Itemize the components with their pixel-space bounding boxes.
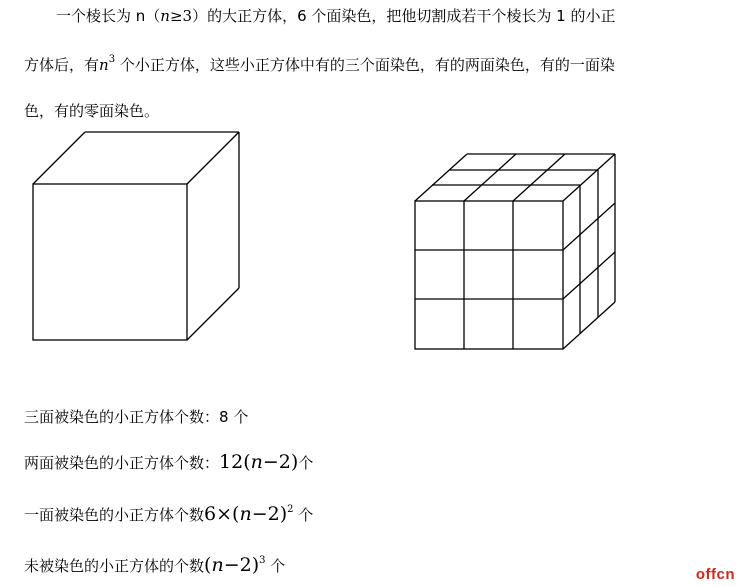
math-n: n [239, 503, 252, 525]
intro-text: 色，有的零面染色。 [24, 102, 160, 120]
statement-label: 一面被染色的小正方体个数 [24, 506, 205, 524]
math-paren-open: ( [232, 503, 240, 525]
math-n: n [99, 56, 109, 74]
intro-text: 方体后，有 [24, 56, 100, 74]
zero-face-statement [24, 554, 285, 576]
math-n: n [211, 554, 224, 576]
divided-cube [415, 154, 615, 349]
plain-cube [33, 132, 239, 340]
intro-text: 个小正方体，这些小正方体中有的三个面染色，有的两面染色，有的一面染 [115, 56, 615, 74]
statement-unit: 个 [298, 454, 314, 472]
statement-label: 两面被染色的小正方体个数： [24, 454, 220, 472]
intro-text: 一个棱长为 n（ [56, 7, 161, 25]
three-faces-statement: 三面被染色的小正方体个数：8 个 [24, 408, 249, 426]
math-paren-open: ( [243, 451, 251, 473]
math-paren-close: ) [290, 451, 299, 473]
math-three: 3 [182, 7, 193, 25]
one-face-statement [24, 503, 313, 525]
math-minus-two: −2 [251, 503, 280, 525]
math-ge: ≥ [169, 7, 183, 25]
math-paren-open: ( [204, 554, 212, 576]
math-paren-close: ) [251, 554, 260, 576]
math-minus-two: −2 [262, 451, 291, 473]
intro-text: ）的大正方体，6 个面染色，把他切割成若干个棱长为 1 的小正 [192, 7, 616, 25]
math-coefficient: 12 [219, 451, 244, 473]
math-exponent: 3 [259, 555, 266, 566]
math-n: n [250, 451, 263, 473]
statement-unit: 个 [265, 557, 286, 575]
math-exponent: 3 [108, 54, 116, 65]
statement-label: 未被染色的小正方体的个数 [24, 557, 205, 575]
offcn-watermark: offcn [695, 566, 735, 583]
math-coefficient: 6× [204, 503, 233, 525]
statement-unit: 个 [293, 506, 314, 524]
math-minus-two: −2 [223, 554, 252, 576]
math-exponent: 2 [287, 504, 294, 515]
math-n: n [160, 7, 170, 25]
math-paren-close: ) [279, 503, 288, 525]
two-faces-statement [24, 451, 313, 473]
